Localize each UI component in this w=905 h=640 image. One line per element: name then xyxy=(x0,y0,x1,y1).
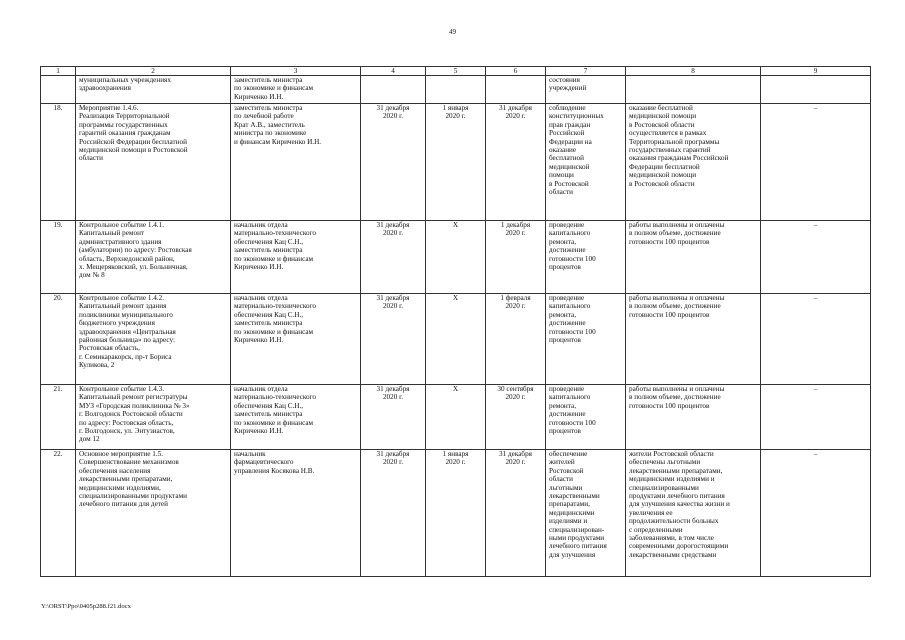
responsible: начальник отдела материально-технического обеспечения Кац С.Н., заместитель министра по экономике и финансам Кириченко И.Н. xyxy=(231,294,361,385)
col-header-4: 4 xyxy=(361,67,426,76)
notes: – xyxy=(761,294,871,385)
col-header-9: 9 xyxy=(761,67,871,76)
table-row xyxy=(41,450,871,577)
planned-end-date xyxy=(361,76,426,104)
row-number: 22. xyxy=(41,450,76,577)
planned-result: проведение капитального ремонта, достижение готовности 100 процентов xyxy=(546,221,626,294)
event-name: Контрольное событие 1.4.2. Капитальный ремонт здания поликлиники муниципального бюджетного учреждения здравоохранения «Центральная районная больница» по адресу: Ростовская область, г. Семикаракорск, пр-т Бориса Куликова, 2 xyxy=(76,294,231,385)
row-number: 19. xyxy=(41,221,76,294)
actual-start-date: Х xyxy=(426,221,486,294)
actual-end-date: 31 декабря 2020 г. xyxy=(486,104,546,221)
table-row xyxy=(41,294,871,385)
table-row xyxy=(41,76,871,104)
planned-end-date: 31 декабря 2020 г. xyxy=(361,450,426,577)
planned-result: состояния учреждений xyxy=(546,76,626,104)
row-number xyxy=(41,76,76,104)
actual-start-date: 1 января 2020 г. xyxy=(426,450,486,577)
planned-result: проведение капитального ремонта, достижение готовности 100 процентов xyxy=(546,385,626,450)
col-header-5: 5 xyxy=(426,67,486,76)
actual-start-date: Х xyxy=(426,294,486,385)
responsible: заместитель министра по лечебной работе Крат А.В., заместитель министра по экономике и финансам Кириченко И.Н. xyxy=(231,104,361,221)
col-header-8: 8 xyxy=(626,67,761,76)
responsible: заместитель министра по экономике и финансам Кириченко И.Н. xyxy=(231,76,361,104)
actual-end-date: 1 февраля 2020 г. xyxy=(486,294,546,385)
actual-result: работы выполнены и оплачены в полном объеме, достижение готовности 100 процентов xyxy=(626,294,761,385)
actual-result: оказание бесплатной медицинской помощи в Ростовской области осуществляется в рамках Территориальной программы государственных гарантий оказания гражданам Российской Федерации бесплатной медицинской помощи в Ростовской области xyxy=(626,104,761,221)
event-name: Контрольное событие 1.4.1. Капитальный ремонт административного здания (амбулатории) по адресу: Ростовская область, Верхнедонской район, х. Мещеряковский, ул. Больничная, дом № 8 xyxy=(76,221,231,294)
event-name: Контрольное событие 1.4.3. Капитальный ремонт регистратуры МУЗ «Городская поликлиника № 3» г. Волгодонск Ростовской области по адресу: Ростовская область, г. Волгодонск, ул. Энтузиастов, дом 12 xyxy=(76,385,231,450)
program-table xyxy=(40,66,871,577)
actual-start-date: 1 января 2020 г. xyxy=(426,104,486,221)
col-header-3: 3 xyxy=(231,67,361,76)
page-number: 49 xyxy=(449,28,456,36)
file-path-footer: Y:\ORST\Ppo\0405p288.f21.docx xyxy=(41,603,131,610)
event-name: Мероприятие 1.4.6. Реализация Территориальной программы государственных гарантий оказания гражданам Российской Федерации бесплатной медицинской помощи в Ростовской области xyxy=(76,104,231,221)
planned-result: соблюдение конституционных прав граждан Российской Федерации на оказание бесплатной медицинской помощи в Ростовской области xyxy=(546,104,626,221)
planned-end-date: 31 декабря 2020 г. xyxy=(361,294,426,385)
actual-start-date: Х xyxy=(426,385,486,450)
actual-result xyxy=(626,76,761,104)
col-header-7: 7 xyxy=(546,67,626,76)
planned-result: проведение капитального ремонта, достижение готовности 100 процентов xyxy=(546,294,626,385)
col-header-6: 6 xyxy=(486,67,546,76)
responsible: начальник отдела материально-технического обеспечения Кац С.Н., заместитель министра по экономике и финансам Кириченко И.Н. xyxy=(231,221,361,294)
table-row xyxy=(41,221,871,294)
event-name: Основное мероприятие 1.5. Совершенствование механизмов обеспечения населения лекарственными препаратами, медицинскими изделиями, специализированными продуктами лечебного питания для детей xyxy=(76,450,231,577)
planned-end-date: 31 декабря 2020 г. xyxy=(361,104,426,221)
notes xyxy=(761,76,871,104)
actual-end-date: 30 сентября 2020 г. xyxy=(486,385,546,450)
responsible: начальник фармацевтического управления Косякова Н.В. xyxy=(231,450,361,577)
planned-result: обеспечение жителей Ростовской области льготными лекарственными препаратами, медицинскими изделиями и специализирован- ными продуктами лечебного питания для улучшения xyxy=(546,450,626,577)
planned-end-date: 31 декабря 2020 г. xyxy=(361,221,426,294)
row-number: 18. xyxy=(41,104,76,221)
actual-result: жители Ростовской области обеспечены льготными лекарственными препаратами, медицинскими изделиями и специализированными продуктами лечебного питания для улучшения качества жизни и увеличения ее продолжительности больных с определенными заболеваниями, в том числе современными дорогостоящими лекарственными средствами xyxy=(626,450,761,577)
responsible: начальник отдела материально-технического обеспечения Кац С.Н., заместитель министра по экономике и финансам Кириченко И.Н. xyxy=(231,385,361,450)
actual-result: работы выполнены и оплачены в полном объеме, достижение готовности 100 процентов xyxy=(626,385,761,450)
actual-start-date xyxy=(426,76,486,104)
actual-end-date xyxy=(486,76,546,104)
table-row xyxy=(41,104,871,221)
actual-result: работы выполнены и оплачены в полном объеме, достижение готовности 100 процентов xyxy=(626,221,761,294)
header-row xyxy=(41,67,871,76)
col-header-1: 1 xyxy=(41,67,76,76)
notes: – xyxy=(761,385,871,450)
row-number: 21. xyxy=(41,385,76,450)
notes: – xyxy=(761,104,871,221)
event-name: муниципальных учреждениях здравоохранения xyxy=(76,76,231,104)
actual-end-date: 1 декабря 2020 г. xyxy=(486,221,546,294)
col-header-2: 2 xyxy=(76,67,231,76)
actual-end-date: 31 декабря 2020 г. xyxy=(486,450,546,577)
table-row xyxy=(41,385,871,450)
planned-end-date: 31 декабря 2020 г. xyxy=(361,385,426,450)
notes: – xyxy=(761,450,871,577)
notes: – xyxy=(761,221,871,294)
row-number: 20. xyxy=(41,294,76,385)
